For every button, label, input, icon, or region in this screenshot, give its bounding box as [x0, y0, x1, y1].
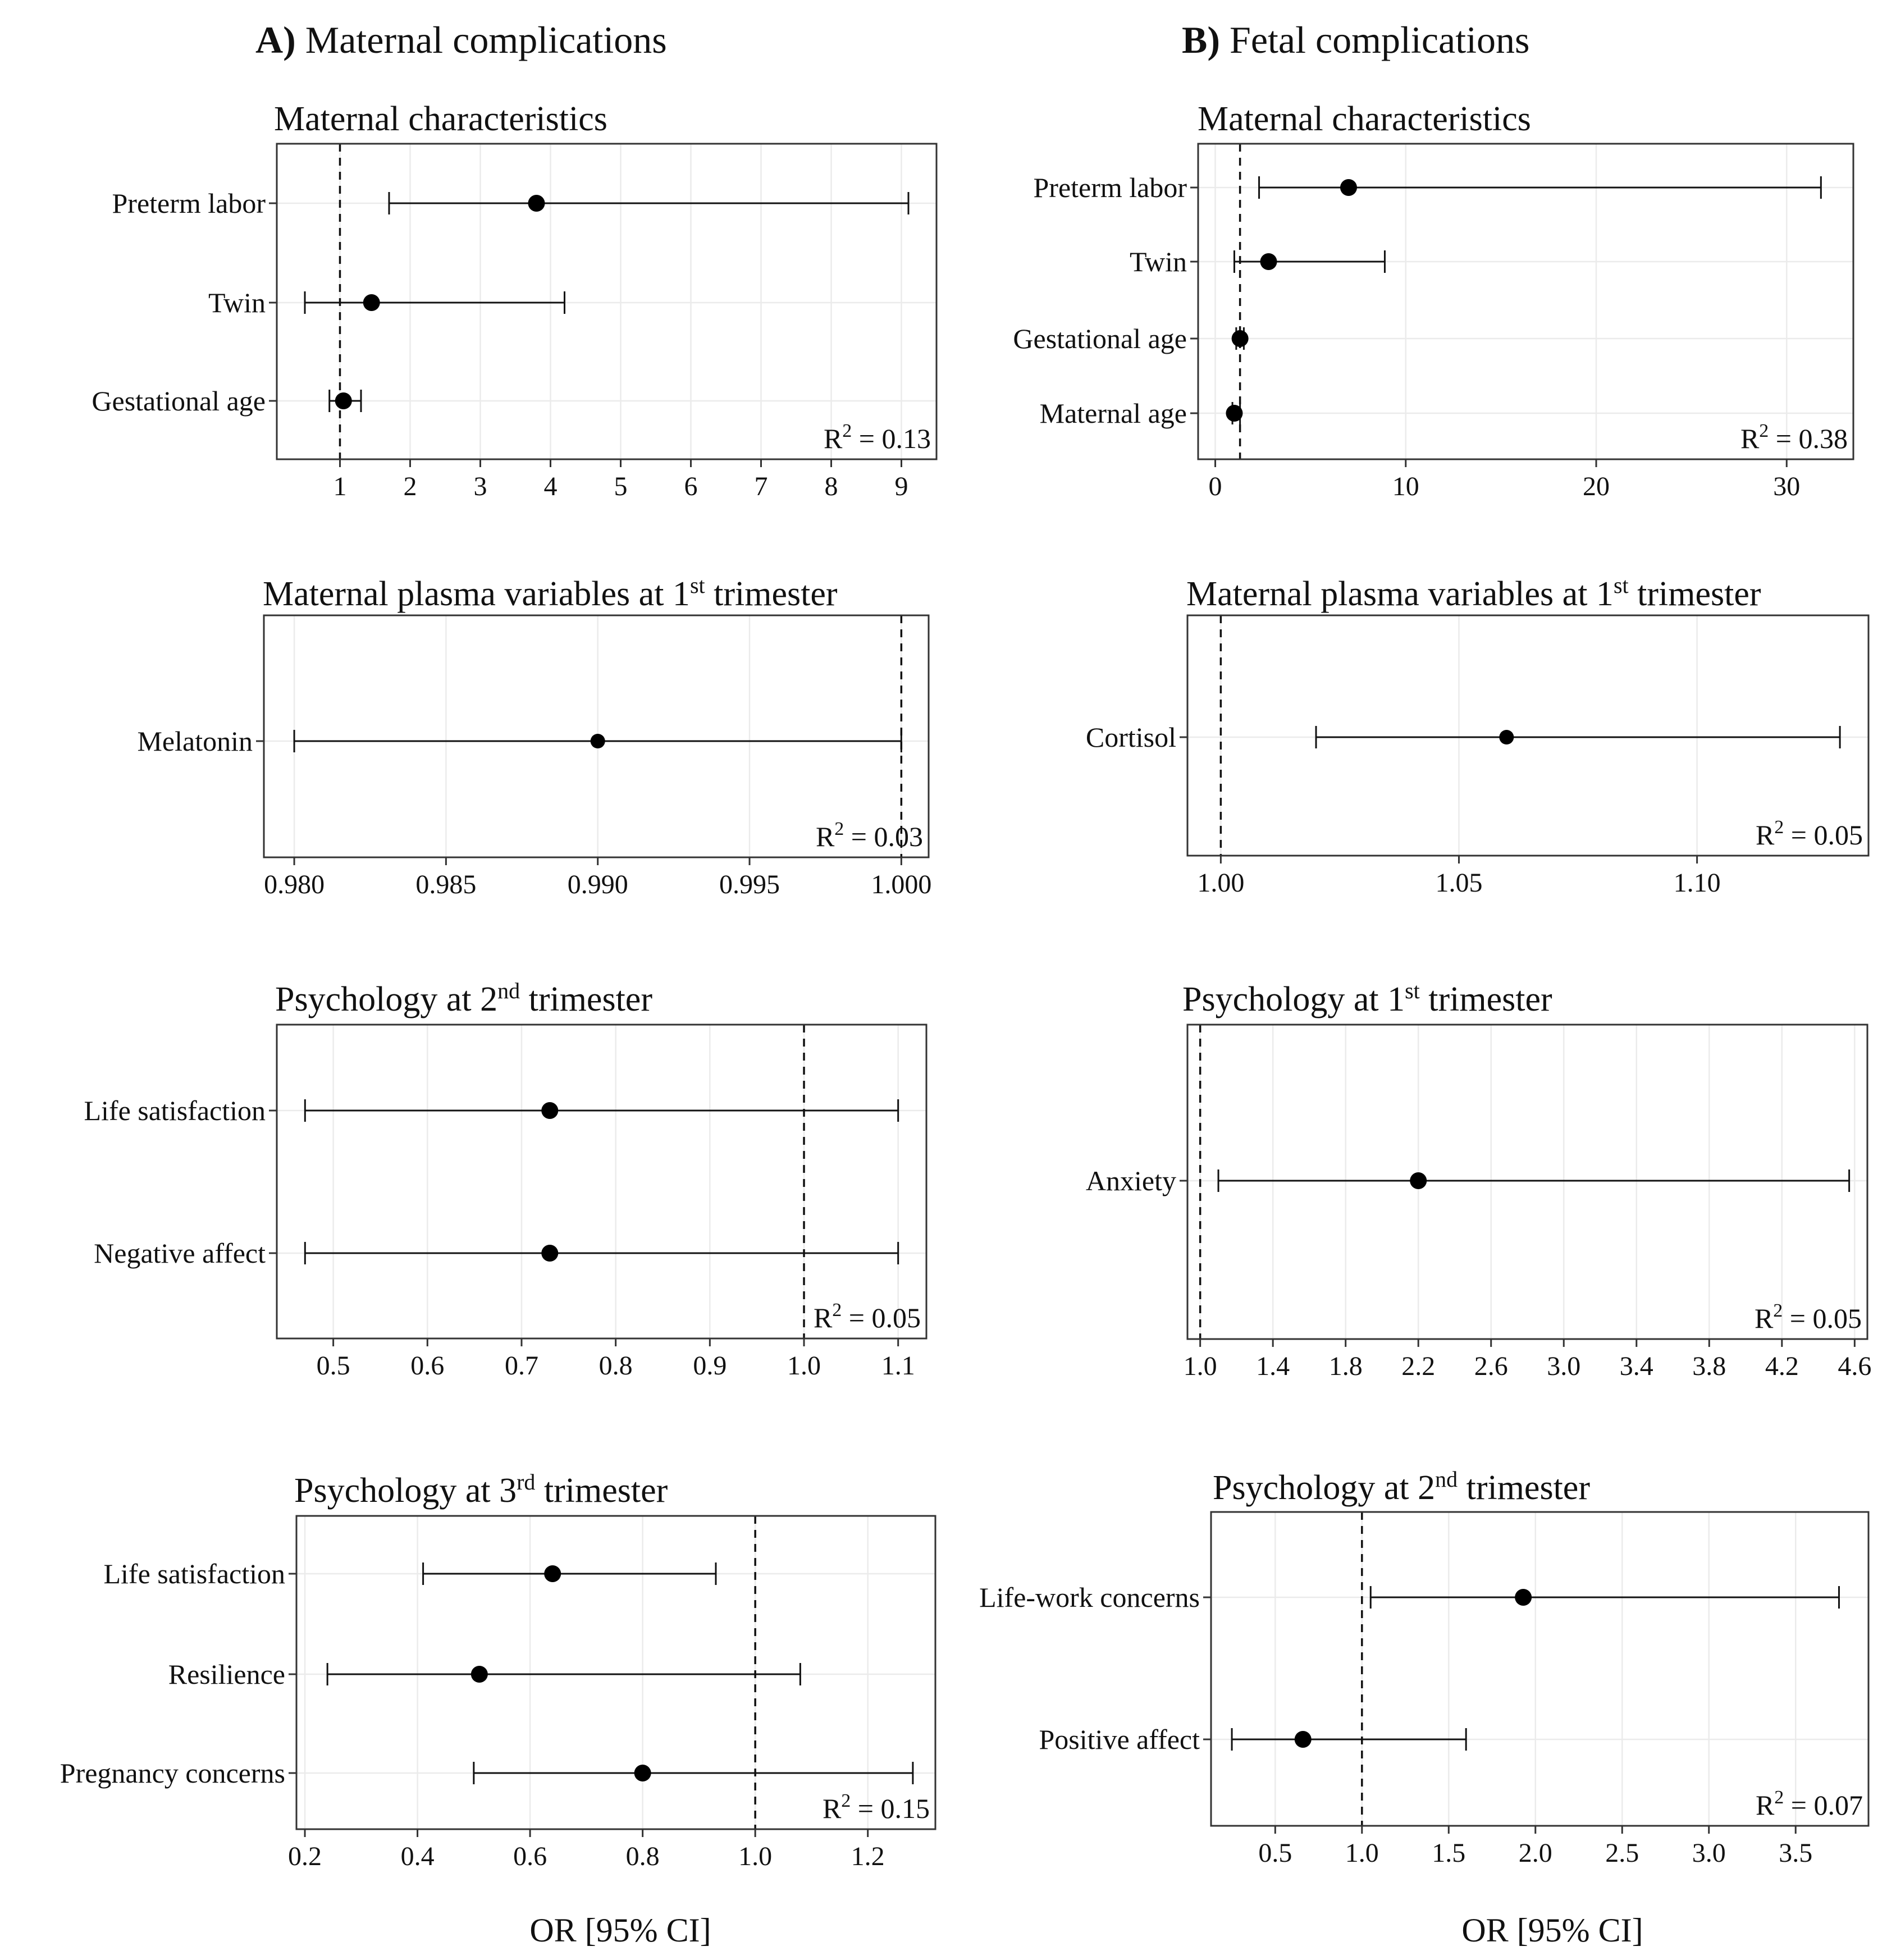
row-label: Melatonin	[137, 725, 253, 757]
x-tick-label: 2.0	[1518, 1838, 1552, 1868]
x-tick-label: 3.5	[1779, 1838, 1813, 1868]
panel-1	[92, 100, 936, 501]
or-point	[1226, 405, 1242, 422]
panel-title-rest: trimester	[520, 980, 652, 1018]
panel-title-main: Psychology at 3	[294, 1472, 517, 1510]
r-squared-r: R	[1755, 1789, 1775, 1821]
panel-title: Maternal characteristics	[1198, 100, 1531, 138]
row-label: Gestational age	[1013, 323, 1187, 354]
or-point	[1340, 179, 1357, 196]
r-squared-value: = 0.07	[1784, 1789, 1863, 1821]
or-point	[335, 392, 352, 409]
panel-title-superscript: st	[1405, 978, 1420, 1003]
or-point	[1515, 1589, 1532, 1606]
row-label: Preterm labor	[1033, 172, 1187, 203]
x-tick-label: 4.6	[1838, 1351, 1872, 1381]
panel-title	[263, 573, 838, 613]
x-tick-label: 0.5	[1258, 1838, 1292, 1868]
or-point	[541, 1102, 558, 1119]
x-tick-label: 1.0	[1183, 1351, 1217, 1381]
r-squared-value: = 0.05	[842, 1302, 921, 1333]
x-tick-label: 0.980	[264, 870, 325, 899]
row-label: Anxiety	[1085, 1165, 1176, 1196]
r-squared-r: R	[815, 821, 835, 852]
r-squared-label	[1756, 817, 1863, 851]
x-tick-label: 3.8	[1692, 1351, 1726, 1381]
x-tick-label: 20	[1583, 472, 1610, 501]
x-tick-label: 2.6	[1474, 1351, 1508, 1381]
panel-title-rest: trimester	[705, 575, 838, 613]
panel-3	[84, 978, 927, 1381]
r-squared-label	[816, 819, 923, 852]
r-squared-exponent: 2	[1759, 421, 1769, 441]
row-label: Resilience	[168, 1659, 285, 1690]
r-squared-exponent: 2	[841, 1790, 851, 1811]
x-tick-label: 0.6	[410, 1351, 445, 1381]
x-tick-label: 0.990	[567, 870, 628, 899]
x-tick-label: 4.2	[1765, 1351, 1799, 1381]
x-tick-label: 3.4	[1619, 1351, 1653, 1381]
or-point	[1232, 330, 1249, 347]
panel-6	[1086, 573, 1868, 898]
panel-title-rest: trimester	[1628, 575, 1761, 613]
row-label: Gestational age	[92, 385, 266, 417]
x-tick-label: 0.8	[625, 1842, 660, 1871]
x-tick-label: 0.6	[513, 1842, 547, 1871]
r-squared-label	[814, 1300, 921, 1333]
row-label: Preterm labor	[112, 188, 266, 219]
x-tick-label: 3	[473, 472, 487, 501]
panel-title-superscript: rd	[517, 1469, 536, 1495]
r-squared-exponent: 2	[842, 421, 852, 441]
panel-title-main: Maternal plasma variables at 1	[263, 575, 690, 613]
x-tick-label: 0.4	[400, 1842, 435, 1871]
row-label: Pregnancy concerns	[60, 1757, 285, 1789]
row-label: Negative affect	[94, 1237, 266, 1269]
x-tick-label: 0.995	[719, 870, 780, 899]
row-label: Maternal age	[1039, 398, 1187, 429]
row-label: Twin	[208, 287, 266, 318]
row-label: Twin	[1129, 246, 1187, 277]
panel-5	[1013, 100, 1853, 501]
panels	[60, 100, 1872, 1871]
r-squared-r: R	[1754, 1303, 1774, 1334]
panel-title-main: Psychology at 2	[1213, 1469, 1436, 1507]
r-squared-exponent: 2	[1774, 817, 1784, 838]
r-squared-exponent: 2	[1774, 1787, 1784, 1808]
panel-title-rest: trimester	[1419, 980, 1552, 1018]
x-tick-label: 1.00	[1197, 868, 1245, 898]
r-squared-r: R	[813, 1302, 833, 1333]
r-squared-value: = 0.15	[851, 1793, 930, 1824]
panel-8	[979, 1466, 1868, 1868]
r-squared-r: R	[822, 1793, 842, 1824]
x-tick-label: 7	[754, 472, 768, 501]
panel-frame	[296, 1516, 935, 1829]
or-point	[1295, 1731, 1312, 1748]
row-label: Life satisfaction	[84, 1095, 266, 1126]
x-tick-label: 1.0	[1345, 1838, 1379, 1868]
or-point	[363, 294, 380, 311]
panel-title-main: Psychology at 1	[1182, 980, 1405, 1018]
x-tick-label: 0.5	[316, 1351, 350, 1381]
or-point	[634, 1765, 651, 1781]
x-axis-label-a: OR [95% CI]	[529, 1912, 711, 1949]
panel-title	[1182, 978, 1552, 1018]
row-label: Cortisol	[1085, 721, 1176, 753]
panel-frame	[1198, 144, 1853, 459]
r-squared-value: = 0.05	[1784, 819, 1863, 851]
x-tick-label: 0.9	[693, 1351, 727, 1381]
x-tick-label: 0.985	[415, 870, 477, 899]
or-point	[1499, 730, 1514, 744]
x-tick-label: 0.8	[599, 1351, 633, 1381]
x-tick-label: 3.0	[1692, 1838, 1726, 1868]
panel-title-superscript: st	[1613, 573, 1629, 598]
x-tick-label: 2	[403, 472, 417, 501]
r-squared-label	[824, 421, 931, 454]
r-squared-label	[1756, 1787, 1863, 1821]
x-axis-label-b: OR [95% CI]	[1461, 1912, 1643, 1949]
column-title-a: A) Maternal complications	[255, 19, 667, 61]
r-squared-r: R	[823, 423, 843, 454]
x-tick-label: 1.0	[787, 1351, 821, 1381]
panel-frame	[277, 1025, 926, 1338]
panel-title	[1186, 573, 1761, 613]
x-tick-label: 2.5	[1605, 1838, 1639, 1868]
panel-title	[275, 978, 652, 1018]
panel-title: Maternal characteristics	[274, 100, 607, 138]
r-squared-value: = 0.13	[852, 423, 931, 454]
r-squared-r: R	[1755, 819, 1775, 851]
panel-title-superscript: st	[689, 573, 705, 598]
x-tick-label: 2.2	[1401, 1351, 1436, 1381]
or-point	[471, 1666, 488, 1683]
r-squared-exponent: 2	[832, 1300, 842, 1321]
x-tick-label: 0.2	[288, 1842, 322, 1871]
panel-title	[294, 1469, 668, 1510]
column-title-b: B) Fetal complications	[1182, 19, 1530, 61]
r-squared-r: R	[1740, 423, 1760, 454]
x-tick-label: 1.000	[871, 870, 932, 899]
or-point	[591, 734, 605, 748]
panel-frame	[1187, 1025, 1867, 1339]
x-tick-label: 0	[1208, 472, 1222, 501]
row-label: Life-work concerns	[979, 1582, 1200, 1613]
x-tick-label: 5	[614, 472, 628, 501]
x-tick-label: 1.8	[1328, 1351, 1363, 1381]
x-tick-label: 4	[543, 472, 558, 501]
r-squared-exponent: 2	[1773, 1300, 1783, 1321]
row-label: Life satisfaction	[103, 1558, 285, 1589]
r-squared-label	[823, 1790, 930, 1824]
panel-2	[137, 573, 931, 899]
x-tick-label: 1.4	[1256, 1351, 1290, 1381]
panel-title-rest: trimester	[1458, 1469, 1590, 1507]
panel-title-superscript: nd	[497, 978, 520, 1003]
x-tick-label: 1.10	[1673, 868, 1721, 898]
r-squared-label	[1740, 421, 1848, 454]
x-tick-label: 6	[684, 472, 698, 501]
x-tick-label: 1.1	[881, 1351, 915, 1381]
or-point	[541, 1245, 558, 1262]
r-squared-value: = 0.05	[1783, 1303, 1862, 1334]
panel-title-rest: trimester	[535, 1472, 668, 1510]
panel-4	[60, 1469, 935, 1871]
x-tick-label: 9	[894, 472, 908, 501]
r-squared-exponent: 2	[834, 819, 844, 839]
r-squared-label	[1755, 1300, 1862, 1334]
x-tick-label: 1	[333, 472, 347, 501]
panel-frame	[1211, 1512, 1868, 1826]
or-point	[544, 1565, 561, 1582]
or-point	[1410, 1172, 1427, 1189]
or-point	[1260, 253, 1277, 270]
panel-title-main: Psychology at 2	[275, 980, 498, 1018]
panel-title	[1213, 1466, 1590, 1507]
r-squared-value: = 0.38	[1769, 423, 1848, 454]
x-tick-label: 1.05	[1435, 868, 1483, 898]
x-tick-label: 8	[824, 472, 838, 501]
x-tick-label: 10	[1392, 472, 1419, 501]
or-point	[528, 195, 545, 212]
panel-title-superscript: nd	[1435, 1466, 1458, 1492]
x-tick-label: 1.5	[1432, 1838, 1466, 1868]
x-tick-label: 0.7	[504, 1351, 538, 1381]
row-label: Positive affect	[1039, 1724, 1200, 1755]
panel-title-main: Maternal plasma variables at 1	[1186, 575, 1614, 613]
panel-7	[1086, 978, 1871, 1381]
x-tick-label: 1.0	[738, 1842, 773, 1871]
x-tick-label: 30	[1773, 472, 1801, 501]
r-squared-value: = 0.03	[844, 821, 923, 852]
x-tick-label: 1.2	[851, 1842, 885, 1871]
x-tick-label: 3.0	[1547, 1351, 1581, 1381]
